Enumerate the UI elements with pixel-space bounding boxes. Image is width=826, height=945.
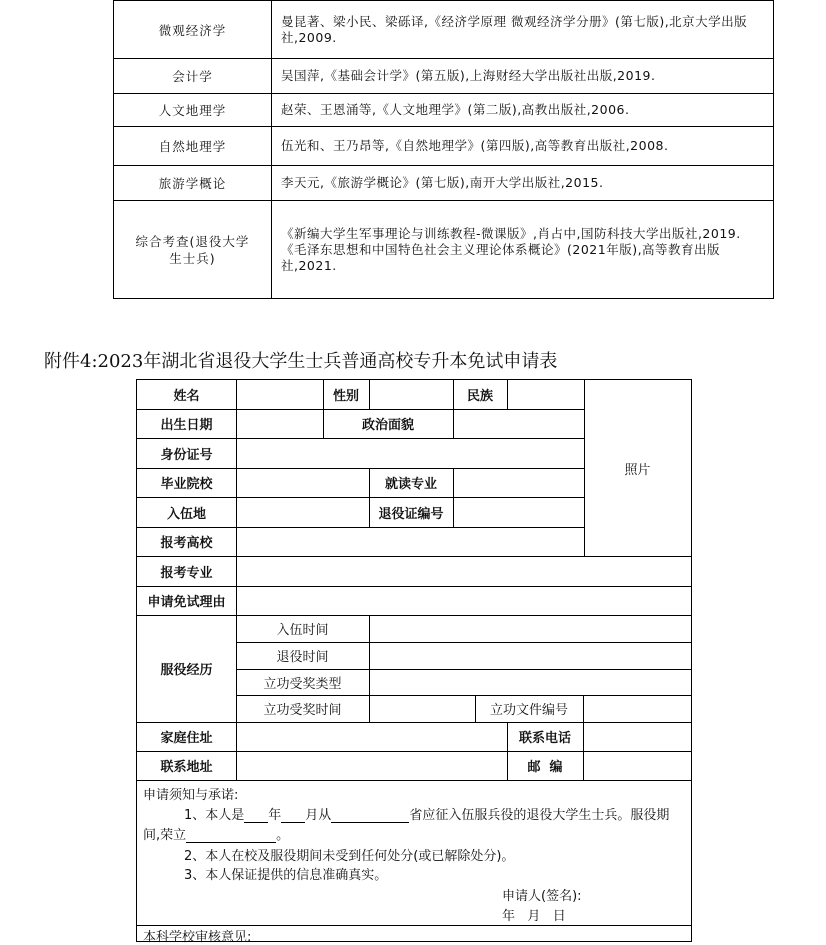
label-ethnicity: 民族 bbox=[466, 389, 493, 404]
course-name: 旅游学概论 bbox=[114, 166, 272, 201]
blank-field bbox=[186, 828, 276, 843]
attachment-heading: 附件4:2023年湖北省退役大学生士兵普通高校专升本免试申请表 bbox=[44, 351, 558, 372]
label-phone: 联系电话 bbox=[518, 731, 571, 746]
label-name: 姓名 bbox=[173, 389, 200, 404]
pledge-title: 申请须知与承诺: bbox=[143, 788, 239, 803]
label-postcode: 邮 编 bbox=[527, 760, 563, 775]
pledge-item-2: 2、本人在校及服役期间未受到任何处分(或已解除处分)。 bbox=[184, 849, 515, 864]
application-form bbox=[136, 379, 692, 945]
label-birth-date: 出生日期 bbox=[160, 418, 213, 433]
table-row bbox=[114, 1, 774, 59]
label-political-status: 政治面貌 bbox=[361, 418, 414, 433]
signature-date: 年 月 日 bbox=[502, 909, 566, 924]
table-row bbox=[114, 166, 774, 201]
blank-field bbox=[244, 808, 268, 823]
school-review-label: 本科学校审核意见: bbox=[143, 930, 252, 945]
table-row bbox=[114, 94, 774, 127]
photo-box: 照片 bbox=[624, 462, 651, 478]
label-award-type: 立功受奖类型 bbox=[263, 676, 342, 692]
label-service-experience: 服役经历 bbox=[160, 663, 213, 678]
course-name: 会计学 bbox=[114, 59, 272, 94]
label-apply-major: 报考专业 bbox=[160, 565, 213, 581]
textbook-entry: 吴国萍,《基础会计学》(第五版),上海财经大学出版社出版,2019. bbox=[281, 68, 656, 83]
blank-field bbox=[281, 808, 305, 823]
label-award-time: 立功受奖时间 bbox=[263, 703, 342, 718]
table-row bbox=[114, 127, 774, 166]
textbook-cell bbox=[272, 201, 774, 299]
textbook-cell bbox=[272, 94, 774, 127]
textbook-cell bbox=[272, 127, 774, 166]
textbook-entry: 伍光和、王乃昂等,《自然地理学》(第四版),高等教育出版社,2008. bbox=[281, 138, 669, 153]
label-discharge-cert-no: 退役证编号 bbox=[378, 506, 444, 522]
textbook-entry: 《毛泽东思想和中国特色社会主义理论体系概论》(2021年版),高等教育出版社,2021. bbox=[281, 241, 721, 273]
label-exemption-reason: 申请免试理由 bbox=[147, 595, 226, 610]
pledge-item-3: 3、本人保证提供的信息准确真实。 bbox=[184, 868, 388, 883]
label-home-address: 家庭住址 bbox=[160, 731, 213, 746]
textbook-cell bbox=[272, 59, 774, 94]
course-name: 人文地理学 bbox=[114, 94, 272, 127]
label-award-doc-no: 立功文件编号 bbox=[489, 703, 568, 718]
label-enlist-time: 入伍时间 bbox=[276, 623, 329, 638]
label-id-number: 身份证号 bbox=[160, 447, 213, 463]
course-name: 微观经济学 bbox=[114, 1, 272, 59]
label-discharge-time: 退役时间 bbox=[276, 650, 329, 665]
label-gender: 性别 bbox=[332, 389, 359, 404]
applicant-signature: 申请人(签名): bbox=[502, 889, 582, 904]
course-textbook-table bbox=[113, 0, 774, 299]
textbook-entry: 曼昆著、梁小民、梁砾译,《经济学原理 微观经济学分册》(第七版),北京大学出版社,2009. bbox=[281, 13, 748, 45]
label-enlist-place: 入伍地 bbox=[166, 506, 206, 522]
course-name: 综合考查(退役大学生士兵) bbox=[114, 201, 272, 299]
textbook-cell bbox=[272, 166, 774, 201]
label-major: 就读专业 bbox=[384, 477, 437, 492]
table-row bbox=[114, 201, 774, 299]
label-graduated-school: 毕业院校 bbox=[160, 477, 213, 492]
pledge-item-1-cont: 间,荣立 。 bbox=[143, 828, 290, 843]
table-row bbox=[114, 59, 774, 94]
label-apply-school: 报考高校 bbox=[160, 536, 213, 551]
label-contact-address: 联系地址 bbox=[160, 760, 213, 775]
course-name: 自然地理学 bbox=[114, 127, 272, 166]
textbook-cell bbox=[272, 1, 774, 59]
pledge-item-1: 1、本人是 年 月从 省应征入伍服兵役的退役大学生士兵。服役期 bbox=[184, 808, 670, 823]
textbook-entry: 赵荣、王恩涌等,《人文地理学》(第二版),高教出版社,2006. bbox=[281, 102, 630, 117]
blank-field bbox=[331, 808, 409, 823]
textbook-entry: 《新编大学生军事理论与训练教程-微课版》,肖占中,国防科技大学出版社,2019. bbox=[281, 225, 741, 241]
textbook-entry: 李天元,《旅游学概论》(第七版),南开大学出版社,2015. bbox=[281, 175, 604, 190]
